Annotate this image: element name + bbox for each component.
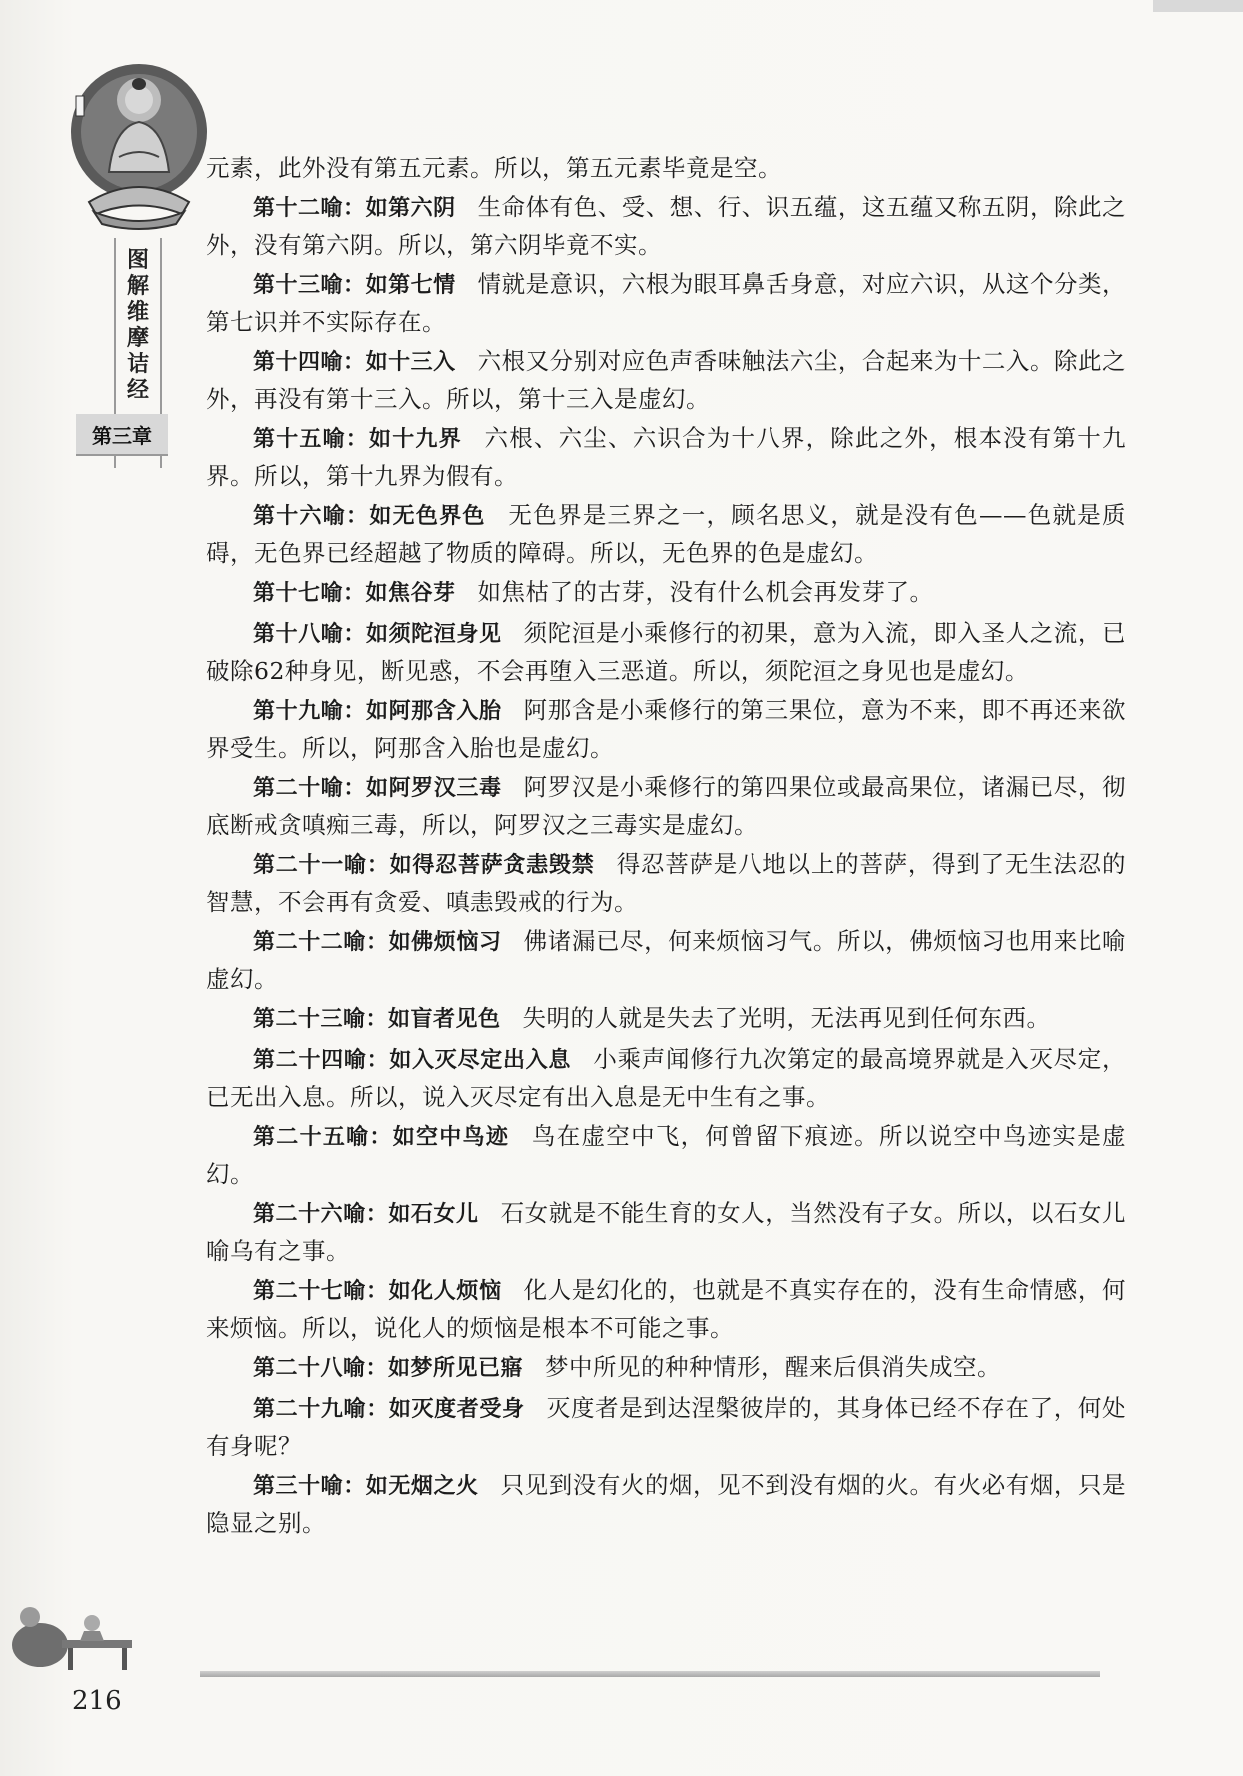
metaphor-paragraph: [206, 769, 1126, 843]
metaphor-term: 第二十一喻：如得忍菩萨贪恚毁禁: [253, 853, 595, 878]
metaphor-term: 第十六喻：如无色界色: [253, 504, 486, 529]
metaphor-paragraph: [206, 1000, 1126, 1038]
metaphor-term: 第十二喻：如第六阴: [253, 196, 456, 221]
metaphor-text: 无色界是三界之一，顾名思义，就是没有色——色就是质碍，无色界已经超越了物质的障碍。所以，无色界的色是虚幻。: [206, 501, 1126, 567]
metaphor-paragraph: [206, 497, 1126, 571]
book-title-char: 摩: [126, 326, 149, 351]
metaphor-paragraph: [206, 1041, 1126, 1115]
metaphor-paragraph: [206, 266, 1126, 340]
page-number: 216: [72, 1686, 122, 1716]
metaphor-text: 阿罗汉是小乘修行的第四果位或最高果位，诸漏已尽，彻底断戒贪嗔痴三毒，所以，阿罗汉之三毒实是虚幻。: [206, 773, 1126, 839]
book-title-char: 图: [126, 248, 149, 273]
metaphor-paragraph: [206, 923, 1126, 997]
book-title-char: 诘: [126, 352, 149, 377]
book-title-char: 经: [126, 378, 149, 403]
metaphor-paragraph: [206, 1195, 1126, 1269]
metaphor-paragraph: [206, 420, 1126, 494]
metaphor-text: 佛诸漏已尽，何来烦恼习气。所以，佛烦恼习也用来比喻虚幻。: [206, 927, 1126, 993]
metaphor-term: 第十七喻：如焦谷芽: [253, 581, 456, 606]
metaphor-text: 只见到没有火的烟，见不到没有烟的火。有火必有烟，只是隐显之别。: [206, 1471, 1126, 1537]
metaphor-paragraph: [206, 1349, 1126, 1387]
metaphor-text: 得忍菩萨是八地以上的菩萨，得到了无生法忍的智慧，不会再有贪爱、嗔恚毁戒的行为。: [206, 850, 1126, 916]
metaphor-term: 第十四喻：如十三入: [253, 350, 456, 375]
metaphor-paragraph: [206, 1118, 1126, 1192]
metaphor-term: 第二十九喻：如灭度者受身: [253, 1397, 525, 1422]
chapter-tab: 第三章: [76, 414, 168, 456]
metaphor-text: 化人是幻化的，也就是不真实存在的，没有生命情感，何来烦恼。所以，说化人的烦恼是根本不可能之事。: [206, 1276, 1126, 1342]
scan-edge-bar: [1153, 0, 1243, 12]
metaphor-text: 失明的人就是失去了光明，无法再见到任何东西。: [522, 1004, 1051, 1032]
metaphor-paragraph: [206, 692, 1126, 766]
metaphor-term: 第二十三喻：如盲者见色: [253, 1007, 501, 1032]
metaphor-text: 小乘声闻修行九次第定的最高境界就是入灭尽定，已无出入息。所以，说入灭尽定有出入息是无中生有之事。: [206, 1045, 1126, 1111]
scholar-illustration-icon: [0, 1585, 140, 1680]
metaphor-text: 如焦枯了的古芽，没有什么机会再发芽了。: [477, 578, 934, 606]
metaphor-text: 阿那含是小乘修行的第三果位，意为不来，即不再还来欲界受生。所以，阿那含入胎也是虚幻。: [206, 696, 1126, 762]
metaphor-term: 第二十五喻：如空中鸟迹: [253, 1125, 510, 1150]
metaphor-term: 第二十六喻：如石女儿: [253, 1202, 479, 1227]
metaphor-term: 第十九喻：如阿那含入胎: [253, 699, 502, 724]
metaphor-paragraph: [206, 574, 1126, 612]
metaphor-paragraph: [206, 1467, 1126, 1541]
metaphor-text: 情就是意识，六根为眼耳鼻舌身意，对应六识，从这个分类，第七识并不实际存在。: [206, 270, 1126, 336]
metaphor-term: 第二十二喻：如佛烦恼习: [253, 930, 502, 955]
metaphor-text: 生命体有色、受、想、行、识五蕴，这五蕴又称五阴，除此之外，没有第六阴。所以，第六阴毕竟不实。: [206, 193, 1126, 259]
metaphor-paragraph: [206, 846, 1126, 920]
metaphor-text: 须陀洹是小乘修行的初果，意为入流，即入圣人之流，已破除62种身见，断见惑，不会再堕入三恶道。所以，须陀洹之身见也是虚幻。: [206, 619, 1126, 685]
book-title-char: 解: [126, 274, 149, 299]
metaphor-paragraph: [206, 343, 1126, 417]
metaphor-text: 石女就是不能生育的女人，当然没有子女。所以，以石女儿喻乌有之事。: [206, 1199, 1126, 1265]
metaphor-text: 梦中所见的种种情形，醒来后俱消失成空。: [545, 1353, 1002, 1381]
book-title-char: 维: [126, 300, 149, 325]
bottom-rule: [200, 1671, 1100, 1677]
metaphor-text: 六根、六尘、六识合为十八界，除此之外，根本没有第十九界。所以，第十九界为假有。: [206, 424, 1126, 490]
metaphor-paragraph: [206, 1390, 1126, 1464]
metaphor-text: 鸟在虚空中飞，何曾留下痕迹。所以说空中鸟迹实是虚幻。: [206, 1122, 1126, 1188]
metaphor-list: [206, 189, 1126, 1541]
sidebar: [64, 62, 214, 462]
main-text: [206, 150, 1126, 1544]
metaphor-text: 灭度者是到达涅槃彼岸的，其身体已经不存在了，何处有身呢？: [206, 1394, 1126, 1460]
buddha-emblem-icon: [64, 62, 214, 232]
metaphor-term: 第二十喻：如阿罗汉三毒: [253, 776, 502, 801]
metaphor-term: 第三十喻：如无烟之火: [253, 1474, 479, 1499]
metaphor-term: 第十三喻：如第七情: [253, 273, 456, 298]
metaphor-term: 第十八喻：如须陀洹身见: [253, 622, 502, 647]
metaphor-paragraph: [206, 1272, 1126, 1346]
metaphor-term: 第二十八喻：如梦所见已寤: [253, 1356, 524, 1381]
metaphor-paragraph: [206, 615, 1126, 689]
metaphor-term: 第二十四喻：如入灭尽定出入息: [253, 1048, 572, 1073]
metaphor-term: 第二十七喻：如化人烦恼: [253, 1279, 502, 1304]
metaphor-paragraph: [206, 189, 1126, 263]
intro-line: 元素，此外没有第五元素。所以，第五元素毕竟是空。: [206, 154, 782, 182]
metaphor-term: 第十五喻：如十九界: [253, 427, 462, 452]
metaphor-text: 六根又分别对应色声香味触法六尘，合起来为十二入。除此之外，再没有第十三入。所以，第十三入是虚幻。: [206, 347, 1126, 413]
